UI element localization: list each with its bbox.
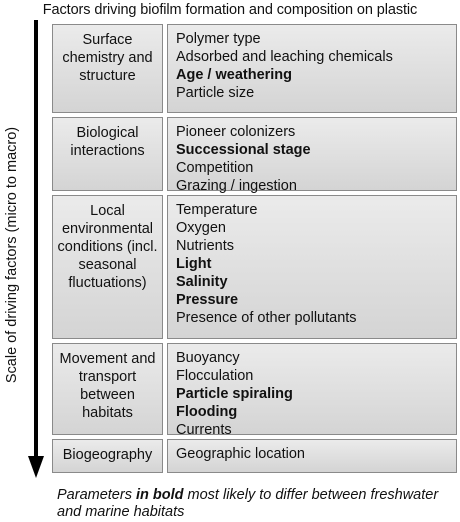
factors-cell [167,439,457,473]
factors-cell [167,117,457,194]
footnote-after: most likely to differ between freshwater and marine habitats [57,487,439,520]
factors-cell [167,24,457,113]
factor-item: Flocculation [176,368,254,384]
factor-row-biological-interactions [52,117,457,194]
factor-item: Oxygen [176,220,226,236]
factor-row-biogeography [52,439,457,473]
category-cell: Local environmental conditions (incl. seasonal fluctuations) [52,195,163,339]
factor-row-movement-transport [52,343,457,438]
diagram-title: Factors driving biofilm formation and composition on plastic [42,2,418,18]
category-cell: Movement and transport between habitats [52,343,163,435]
footnote-before: Parameters [57,487,136,503]
factor-item: Successional stage [176,142,311,158]
factor-row-surface-chemistry [52,24,457,113]
factor-item: Buoyancy [176,350,240,366]
factor-item: Competition [176,160,254,176]
factor-item: Flooding [176,404,238,420]
category-cell: Biological interactions [52,117,163,191]
factor-item: Light [176,256,212,272]
factor-item: Polymer type [176,31,261,47]
factor-item: Pressure [176,292,239,308]
scale-arrow [26,20,46,482]
scale-arrow-head [28,456,44,478]
footnote [57,487,460,521]
factor-item: Temperature [176,202,258,218]
factor-item: Particle size [176,85,255,101]
category-cell: Biogeography [52,439,163,473]
factors-cell [167,343,457,438]
factor-item: Age / weathering [176,67,293,83]
factor-item: Grazing / ingestion [176,178,297,194]
factor-table [52,24,457,477]
factor-row-local-conditions [52,195,457,339]
factors-cell [167,195,457,339]
factor-item: Currents [176,422,232,438]
axis-label-text: Scale of driving factors (micro to macro) [4,126,20,384]
factor-item: Pioneer colonizers [176,124,296,140]
factor-item: Nutrients [176,238,235,254]
factor-item: Particle spiraling [176,386,293,402]
factor-item: Presence of other pollutants [176,310,357,326]
category-cell: Surface chemistry and structure [52,24,163,113]
factor-item: Salinity [176,274,228,290]
footnote-bold: in bold [135,487,184,503]
factor-item: Geographic location [176,446,305,462]
factor-item: Adsorbed and leaching chemicals [176,49,393,65]
